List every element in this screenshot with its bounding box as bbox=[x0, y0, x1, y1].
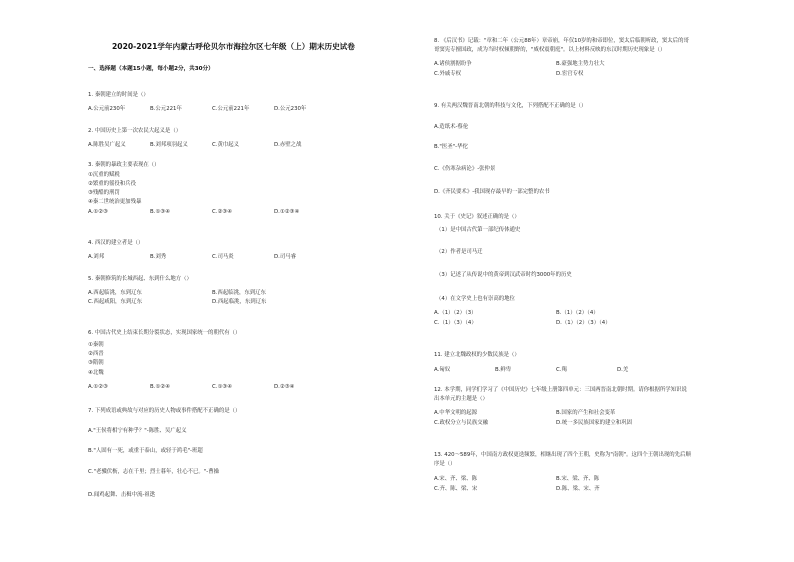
question-2-stem: 2. 中国历史上第一次农民大起义是（） bbox=[88, 128, 182, 134]
q3-option-a: A.①②③ bbox=[88, 209, 108, 215]
q6-option-b: B.①②④ bbox=[150, 384, 170, 390]
q6-item-4: ④北魏 bbox=[88, 370, 104, 376]
q5-option-b: B.西起临洮，东到辽东 bbox=[212, 290, 266, 296]
q4-option-a: A.刘邦 bbox=[88, 254, 105, 260]
section-heading: 一、选择题（本题15小题，每小题2分，共30分） bbox=[88, 66, 214, 72]
q11-option-b: B.鲜卑 bbox=[495, 367, 512, 373]
q4-option-c: C.司马炎 bbox=[212, 254, 234, 260]
q12-option-b: B.国家的产生和社会变革 bbox=[556, 410, 616, 416]
q7-option-d: D.闻鸡起舞、击楫中流-祖逖 bbox=[88, 492, 156, 498]
q6-item-2: ②西晋 bbox=[88, 351, 104, 357]
q6-item-3: ③隋朝 bbox=[88, 360, 104, 366]
q3-item-3: ③残酷的刑罚 bbox=[88, 190, 120, 196]
q3-option-b: B.①③④ bbox=[150, 209, 170, 215]
q12-option-a: A.中华文明的起源 bbox=[434, 410, 478, 416]
q10-item-4: （4）在文学史上也有崇高的地位 bbox=[436, 296, 515, 302]
q2-option-b: B.刘邦项羽起义 bbox=[150, 142, 188, 148]
q7-option-c: C."老骥伏枥，志在千里；烈士暮年，壮心不已。"-曹操 bbox=[88, 469, 219, 475]
q12-option-d: D.统一多民族国家的建立和巩固 bbox=[556, 420, 632, 426]
q13-option-a: A.宋、齐、梁、陈 bbox=[434, 476, 478, 482]
q5-option-a: A.西起临洮，东到辽东 bbox=[88, 290, 142, 296]
q7-option-b: B."人固有一死，或重于泰山，或轻于鸿毛"-班超 bbox=[88, 448, 203, 454]
q6-option-c: C.①③④ bbox=[212, 384, 232, 390]
q10-item-2: （2）作者是司马迁 bbox=[436, 249, 483, 255]
q10-option-d: D.（1）（2）（3）（4） bbox=[556, 320, 611, 326]
question-1-stem: 1. 秦朝建立的时间是（） bbox=[88, 92, 149, 98]
q10-option-c: C.（1）（3）（4） bbox=[434, 320, 477, 326]
question-11-stem: 11. 建立北魏政权的少数民族是（） bbox=[434, 352, 520, 358]
q3-item-2: ②繁重的徭役和兵役 bbox=[88, 181, 136, 187]
q6-item-1: ①秦朝 bbox=[88, 342, 104, 348]
question-5-stem: 5. 秦朝修筑的长城西起、东到什么地方（） bbox=[88, 276, 192, 282]
q8-option-c: C.外戚专权 bbox=[434, 71, 462, 77]
q13-option-c: C.齐、陈、梁、宋 bbox=[434, 486, 478, 492]
q1-option-a: A.公元前230年 bbox=[88, 106, 126, 112]
q11-option-a: A.匈奴 bbox=[434, 367, 451, 373]
q8-option-d: D.宦官专权 bbox=[556, 71, 584, 77]
q8-option-b: B.豪强地主势力壮大 bbox=[556, 61, 605, 67]
q2-option-a: A.陈胜吴广起义 bbox=[88, 142, 126, 148]
q1-option-d: D.公元230年 bbox=[274, 106, 307, 112]
question-12-stem-cont: 出本单元的主题是（） bbox=[434, 396, 488, 402]
q13-option-b: B.宋、梁、齐、陈 bbox=[556, 476, 600, 482]
q10-option-a: A.（1）（2）（3） bbox=[434, 310, 477, 316]
question-13-stem-cont: 序是（） bbox=[434, 461, 456, 467]
q3-option-c: C.②③④ bbox=[212, 209, 232, 215]
q7-option-a: A."王侯将相宁有种乎？"-陈胜、吴广起义 bbox=[88, 428, 187, 434]
question-8-stem: 8. 《后汉书》记载："章和二年（公元88年）章帝崩，年仅10岁的和帝即位，窦太后临朝听政，窦太后的哥 bbox=[434, 38, 689, 44]
question-4-stem: 4. 西汉的建立者是（） bbox=[88, 240, 144, 246]
q10-item-1: （1）是中国古代第一部纪传体通史 bbox=[436, 227, 521, 233]
q1-option-c: C.公元前221年 bbox=[212, 106, 250, 112]
question-6-stem: 6. 中国古代史上结束长期分裂状态，实现国家统一的朝代有（） bbox=[88, 330, 241, 336]
q3-item-4: ④秦二世统治更加残暴 bbox=[88, 199, 142, 205]
q4-option-b: B.刘秀 bbox=[150, 254, 167, 260]
question-10-stem: 10. 关于《史记》叙述正确的是（） bbox=[434, 214, 520, 220]
question-9-stem: 9. 有关两汉魏晋南北朝的科技与文化，下列搭配不正确的是（） bbox=[434, 103, 587, 109]
q3-option-d: D.①②③④ bbox=[274, 209, 300, 215]
question-8-stem-cont: 哥窦宪专擅国政，成为当时权倾朝野的，"威权震朝庭"。以上材料反映的东汉时期历史现象是（） bbox=[434, 47, 666, 53]
q9-option-d: D.《齐民要术》-我国现存最早的一部完整的农书 bbox=[434, 189, 550, 195]
q10-item-3: （3）记述了从传说中的黄帝到汉武帝时约3000年的历史 bbox=[436, 272, 572, 278]
q9-option-a: A.造纸术-蔡伦 bbox=[434, 124, 469, 130]
q1-option-b: B.公元221年 bbox=[150, 106, 182, 112]
q2-option-c: C.黄巾起义 bbox=[212, 142, 240, 148]
question-3-stem: 3. 秦朝的暴政主要表现在（） bbox=[88, 162, 160, 168]
q13-option-d: D.陈、梁、宋、齐 bbox=[556, 486, 600, 492]
q5-option-c: C.西起咸阳，东到辽东 bbox=[88, 299, 142, 305]
question-7-stem: 7. 下列成语或典故与对应的历史人物或事件搭配不正确的是（） bbox=[88, 408, 241, 414]
q8-option-a: A.诸侯割据纷争 bbox=[434, 61, 472, 67]
question-12-stem: 12. 本学期，同学们学习了《中国历史》七年级上册第四单元：三国两晋南北朝时期。请你根据所学知识说 bbox=[434, 387, 687, 393]
question-13-stem: 13. 420～589年，中国南方政权更迭频繁，相继出现了四个王朝，史称为"南朝"。这四个王朝出现的先后顺 bbox=[434, 452, 691, 458]
q2-option-d: D.赤壁之战 bbox=[274, 142, 302, 148]
q6-option-a: A.①②③ bbox=[88, 384, 108, 390]
q4-option-d: D.司马睿 bbox=[274, 254, 297, 260]
q12-option-c: C.政权分立与民族交融 bbox=[434, 420, 488, 426]
q11-option-d: D.羌 bbox=[617, 367, 629, 373]
q10-option-b: B.（1）（2）（4） bbox=[556, 310, 599, 316]
exam-title: 2020-2021学年内蒙古呼伦贝尔市海拉尔区七年级（上）期末历史试卷 bbox=[112, 42, 355, 51]
q5-option-d: D.西起临洮，东到辽东 bbox=[212, 299, 267, 305]
q6-option-d: D.②③④ bbox=[274, 384, 295, 390]
q3-item-1: ①沉重的赋税 bbox=[88, 172, 120, 178]
q9-option-b: B."医圣"-华佗 bbox=[434, 144, 468, 150]
q9-option-c: C.《伤寒杂病论》-张仲景 bbox=[434, 166, 496, 172]
q11-option-c: C.羯 bbox=[556, 367, 567, 373]
